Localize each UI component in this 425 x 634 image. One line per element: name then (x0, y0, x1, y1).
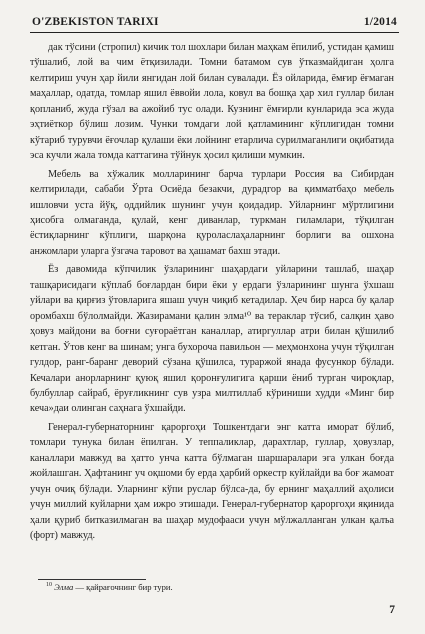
footnote (46, 582, 173, 593)
footnote-text: — қайрағочнинг бир тури. (73, 582, 173, 592)
paragraph: Ёз давомида кўпчилик ўзларининг шаҳардаги уйларини ташлаб, шаҳар ташқарисидаги кўплаб боғлардан бири ёки у ердаги ўзларининг шунга ўхшаш уйлари ва қирғиз ўтовларига яшаш учун чиқиб кетадилар. Ҳеч бир нарса бу қалар оромбахш бўлолмайди. Жазирамани қалин элма¹⁰ ва тераклар тўсиб, салқин ҳаво ҳовуз майдони ва боғни суғораётган каналлар, атиргуллар атри билан қўшилиб кетган. Ўтов кенг ва шинам; унга бухороча павильон — меҳмонхона учун тўқилган гулдор, ранг-баранг деворий сўзана қўшилса, тураржой янада фусункор бўлади. Кечалари анорларнинг қуюқ яшил қоронғулигига қарши ёниб турган чироқлар, булбуллар сайраб, ёруғликнинг сув узра милтиллаб кўриниши худди «Минг бир кеча»даи олинган саҳнага ўхшайди. (30, 264, 394, 415)
article-body (30, 40, 394, 544)
issue-number: 1/2014 (363, 16, 397, 28)
page-number: 7 (389, 604, 395, 616)
paragraph: дак тўсини (стропил) кичик тол шохлари билан маҳкам ёпилиб, устидан қамиш тўшалиб, лой ва чим ётқизилади. Томни батамом сув ўтказмайдиган ҳолга келтириш учун ҳар йили янгидан лой билан сувалади. Ёз ойларида, ёмғир ёғмаган маҳаллар, одатда, томлар яшил ёввойи лола, ковул ва бошқа ҳар хил гуллар билан қопланиб, жуда гўзал ва ажойиб тус олади. Кузнинг ёмғирли кунларида эса жуда эҳтиёткор бўлиш лозим. Чунки томдаги лой қатламининг кўплигидан томни кўтариб турувчи ёғочлар қулаши ёки лойнинг етарлича сурилмаганлиги оқибатида эса кучли жала томда каттагина тўйнук ҳосил қилиши мумкин. (30, 42, 394, 162)
running-header (30, 14, 399, 33)
footnote-term: Элма (54, 582, 74, 592)
footnote-marker: 10 (46, 582, 52, 589)
paragraph: Генерал-губернаторнинг қароргоҳи Тошкентдаги энг катта иморат бўлиб, томлари тунука билан ёпилган. У теппаликлар, дарахтлар, гуллар, ҳовузлар, каналлари мавжуд ва ҳатто унча катта бўлмаган шаршаралари эга улкан боғда жойлашган. Ҳафтанинг уч оқшоми бу ерда ҳарбий оркестр куйлайди ва боғ жамоат учун очиқ бўлади. Уларнинг кўпи руслар бўлса-да, бу ернинг маҳаллий аҳолиси учун миллий куйларни ҳам ижро этишади. Генерал-губернатор қароргоҳи яқинида ҳали қуриб битказилмаган ва шаҳар мудофааси учун мўлжалланган улкан қалъа (форт) мавжуд. (30, 421, 394, 542)
footnote-separator (38, 579, 146, 580)
journal-title: O'ZBEKISTON TARIXI (32, 16, 159, 28)
paragraph: Мебель ва хўжалик молларининг барча турлари Россия ва Сибирдан келтирилади, сабаби Ўрта Осиёда безакчи, дурадгор ва қимматбаҳо мебель ишловчи уста йўқ, оддийлик шунинг учун қоидадир. Уйларнинг мўртлигини ҳисобга олмаганда, қулай, кенг диванлар, туркман гиламлари, тўқилган ёстиқларнинг кўплиги, шарқона қуроласлаҳаларнинг борлиги ва ошхона анжомлари уларга ўзгача таровот ва ҳашамат бахш этади. (30, 168, 394, 257)
